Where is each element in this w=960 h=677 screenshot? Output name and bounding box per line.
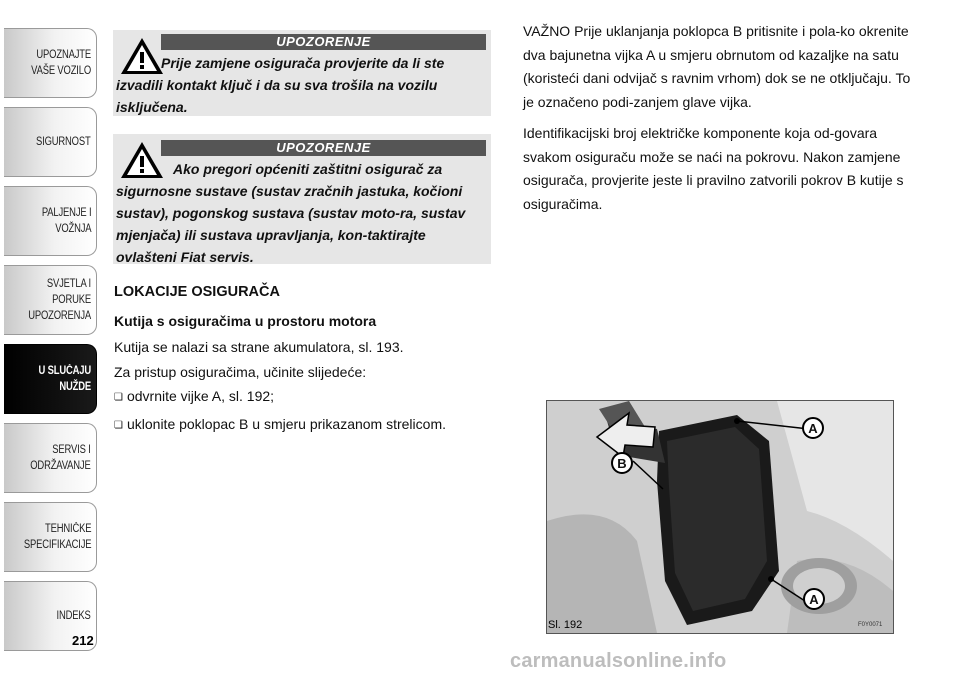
paragraph: Kutija se nalazi sa strane akumulatora, sl. 193. (114, 339, 404, 355)
right-column (523, 20, 923, 224)
tab-upoznajte-vase-vozilo[interactable] (4, 28, 97, 98)
tab-sigurnost[interactable] (4, 107, 97, 177)
warning-box (113, 134, 491, 264)
watermark: carmanualsonline.info (510, 650, 727, 672)
tab-label: INDEKS (56, 610, 91, 622)
figure-code: F0Y0071 (858, 622, 883, 628)
left-column (114, 282, 504, 439)
bullet-item: ❏ odvrnite vijke A, sl. 192; (114, 384, 504, 412)
tab-label: SIGURNOST (36, 136, 91, 148)
paragraph: Identifikacijski broj električke komponente koja od-govara svakom osiguraču može se naći na pokrovu. Nakon zamjene osigurača, provjerite jeste li pravilno zatvorili pokrov B kutije s osiguračima. (523, 125, 904, 212)
section-subheading: Kutija s osiguračima u prostoru motora (114, 313, 377, 329)
warning-header: UPOZORENJE (161, 140, 486, 156)
warning-header: UPOZORENJE (161, 34, 486, 50)
tab-u-slucaju-nuzde[interactable] (4, 344, 97, 414)
figure-caption: Sl. 192 (548, 619, 583, 631)
tab-label: SERVIS I ODRŽAVANJE (30, 444, 91, 472)
tab-label: TEHNIČKE SPECIFIKACIJE (23, 523, 91, 551)
warning-text: Ako pregori općeniti zaštitni osigurač za sigurnosne sustave (sustav zračnih jastuka, kočioni sustav), pogonskog sustava (sustav moto-ra, sustav mjenjača) ili sustava upravljanja, kon-taktirajte ovlašteni Fiat servis. (116, 161, 466, 265)
tab-paljenje-i-voznja[interactable] (4, 186, 97, 256)
warning-text: Prije zamjene osigurača provjerite da li ste izvadili kontakt ključ i da su sva trošila na vozilu isključena. (116, 55, 445, 115)
page-number: 212 (72, 633, 94, 648)
bullet-item: ❏ uklonite poklopac B u smjeru prikazanom strelicom. (114, 412, 504, 440)
tab-servis-i-odrzavanje[interactable] (4, 423, 97, 493)
callout-b: B (611, 452, 633, 474)
tab-label: SVJETLA I PORUKE UPOZORENJA (28, 278, 91, 322)
paragraph: VAŽNO Prije uklanjanja poklopca B pritisnite i pola-ko okrenite dva bajunetna vijka A u smjeru obrnutom od kazaljke na satu (koristeći dani odvijač s ravnim vrhom) dok se ne otključaju. To je označeno podi-zanjem glave vijka. (523, 23, 911, 110)
tab-label: UPOZNAJTE VAŠE VOZILO (31, 49, 91, 77)
fuse-box-photo (546, 400, 894, 634)
warning-box (113, 30, 491, 116)
section-heading: LOKACIJE OSIGURAČA (114, 284, 280, 300)
tab-label: U SLUČAJU NUŽDE (38, 365, 91, 393)
fuse-box-illustration (547, 401, 893, 633)
callout-a-top: A (802, 417, 824, 439)
tab-svjetla-i-poruke[interactable] (4, 265, 97, 335)
tab-tehnicke-specifikacije[interactable] (4, 502, 97, 572)
paragraph: Za pristup osiguračima, učinite slijedeće: (114, 363, 367, 380)
callout-a-bottom: A (803, 588, 825, 610)
tab-label: PALJENJE I VOŽNJA (41, 207, 91, 235)
